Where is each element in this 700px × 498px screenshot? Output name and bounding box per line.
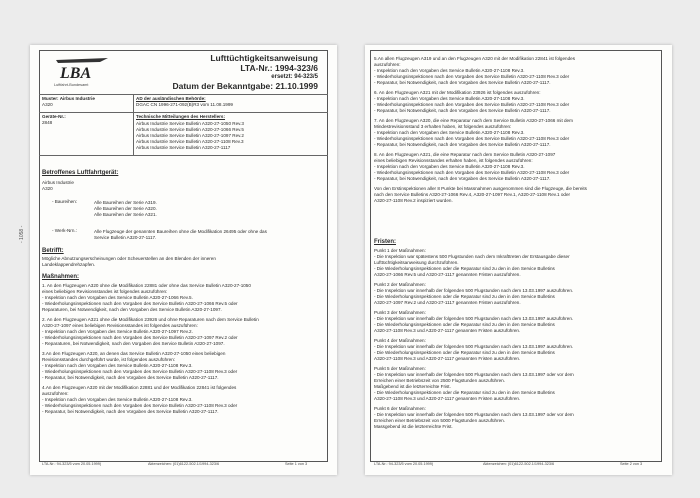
text-line: 1. An den Flugzeugen A320 ohne die Modifikation 22881 oder ohne das Service Bulletin A320-27-1050 [42,283,251,288]
replaces-number: ersetzt: 94-323/5 [271,74,318,80]
fristen-title: Fristen: [374,239,397,245]
text-line: - Die Wiederholungsinspektionen oder die Reparatur sind zu den in den Service Bulletins [374,390,555,395]
text-line: - Die Wiederholungsinspektionen oder die Reparatur sind zu den in den Service Bulletins [374,322,555,327]
text-line: Punkt 4 der Maßnahmen: [374,338,426,343]
massnahmen-title: Maßnahmen: [42,274,80,280]
tm-line: Airbus Industrie Service Bulletin A320-27-1066 Rev.5 [136,127,244,132]
muster-value: A320 [42,102,53,107]
tm-line: Airbus Industrie Service Bulletin A320-27-1097 Rev.2 [136,133,244,138]
fristen-text [374,248,574,430]
baureihen-label: - Baureihen: [52,199,78,204]
text-line: - Die Inspektion war innerhalb der folgenden 500 Flugstunden nach dem 13.03.1997 auszuführen. [374,288,574,293]
divider [39,112,328,113]
svg-text:LBA: LBA [60,65,92,82]
text-line: Maßgebend ist die letzterreichte Frist. [374,384,451,389]
tm-line: Airbus Industrie Service Bulletin A320-27-1108 Rev.3 [136,139,244,144]
betroffen-line: Airbus Industrie [42,180,74,185]
footer-reference: LTA-Nr.: 94-323/5 vom 20.05.1999) [42,462,102,466]
divider [133,94,134,155]
text-line: 2. An den Flugzeugen A321 ohne die Modifikation 23926 und ohne Reparaturen nach dem Service Bulletin [42,317,259,322]
lba-logo-icon [48,54,110,84]
margin-page-number: - 1058 - [19,225,25,243]
text-line: A320-27-1108 Rev.3 und A320-27-1117 genannten Fristen auszuführen. [374,356,521,361]
text-line: - Inspektion nach den Vorgaben des Service Bulletin A320-27-1108 Rev.3. [42,397,193,402]
publication-date: Datum der Bekanntgabe: 21.10.1999 [172,81,318,91]
text-line: - Reparatur, bei Notwendigkeit, nach den Vorgaben des Service Bulletin A320-27-1117. [42,409,219,414]
text-line: A320-27-1108 Rev.3 und A320-27-1117 genannten Fristen auszuführen. [374,328,521,333]
werk-label: - Werk-Nrn.: [52,228,77,233]
text-line: Massgebend ist die letzterreichte Frist. [374,424,453,429]
text-line: - Die Inspektion war innerhalb der folgenden 500 Flugstunden nach dem 13.03.1997 oder vor dem [374,372,574,377]
text-line: Punkt 5 der Maßnahmen: [374,366,426,371]
text-line: 7. An den Flugzeugen A320, die eine Reparatur nach dem Service Bulletin A320-27-1066 mit dem [374,118,573,123]
geraete-label: Geräte-Nr.: [42,114,66,119]
text-line: - Die Wiederholungsinspektionen oder die Reparatur sind zu den in den Service Bulletins [374,350,555,355]
baureihen-list [94,200,157,218]
text-line: A320-27-1097 eines beliebigen Revisionsstandes ist folgendes auszuführen: [42,323,198,328]
text-line: - Reparatur, bei Notwendigkeit, nach den Vorgaben des Service Bulletin A320-27-1117. [374,108,551,113]
text-line: Von den Erstinspektionen aller 8 Punkte bei Massnahmen ausgenommen sind die Flugzeuge, die bereits [374,186,587,191]
document-title: Lufttüchtigkeitsanweisung [210,53,318,63]
text-line: - Inspektion nach den Vorgaben des Service Bulletin A320-27-1097 Rev.2. [42,329,193,334]
betrifft-line: Mögliche Abnutzungserscheinungen oder Scheuerstellen an den Blenden der inneren [42,256,216,261]
werk-line: Alle Flugzeuge der genannten Baureihen ohne die Modifikation 26495 oder ohne das [94,229,267,234]
betrifft-line: Landeklappendrehzapfen. [42,262,96,267]
text-line: auszuführen: [374,62,401,67]
text-line: - Inspektion nach den Vorgaben des Service Bulletin A320-27-1066 Rev.5. [42,295,193,300]
muster-label: Muster: Airbus Industrie [42,96,95,101]
text-line: - Reparaturen, bei Notwendigkeit, nach den Vorgaben des Service Bulletin A320-27-1097. [42,341,225,346]
betrifft-title: Betrifft: [42,248,64,254]
text-line: - Inspektion nach den Vorgaben des Service Bulletin A320-27-1108 Rev.3. [374,68,525,73]
footer-page-number: Seite 1 von 3 [285,462,308,466]
text-line: Punkt 1 der Maßnahmen: [374,248,426,253]
text-line: - Reparatur, bei Notwendigkeit, nach den Vorgaben des Service Bulletin A320-27-1117. [42,375,219,380]
ad-label: AD der ausländischen Behörde: [136,96,206,101]
text-line: eines beliebigen Revisionsstandes erhalten haben, ist folgendes auszuführen: [374,158,533,163]
footer-aktenzeichen: Aktenzeichen: (01)6122-502.1/1994-323/6 [148,462,220,466]
text-line: - Inspektion nach den Vorgaben des Service Bulletin A320-27-1108 Rev.3. [42,363,193,368]
betrifft-text [42,256,216,268]
massnahmen-text [42,283,259,415]
text-line: Punkt 3 der Maßnahmen: [374,310,426,315]
divider [39,155,328,156]
text-line: A320-27-1097 Rev.2 und A320-27-1117 genannten Fristen auszuführen. [374,300,521,305]
text-line: - Wiederholungsinspektionen nach den Vorgaben des Service Bulletin A320-27-1108 Rev.3 oder [42,403,238,408]
footer-aktenzeichen: Aktenzeichen: (01)6122-502.1/1994-323/6 [483,462,555,466]
baureihen-line: Alle Baureihen der Serie A320. [94,206,157,211]
document-page-2 [365,45,672,475]
text-line: - Reparatur, bei Notwendigkeit, nach den Vorgaben des Service Bulletin A320-27-1117. [374,176,551,181]
text-line: - Reparatur, bei Notwendigkeit, nach den Vorgaben des Service Bulletin A320-27-1117. [374,142,551,147]
text-line: 8. An den Flugzeugen A321, die eine Reparatur nach dem Service Bulletin A320-27-1097 [374,152,556,157]
text-line: - Die Wiederholungsinspektionen oder die Reparatur sind zu den in den Service Bulletins [374,294,555,299]
text-line: Punkt 6 der Maßnahmen: [374,406,426,411]
text-line: 6. An den Flugzeugen A321 mit der Modifikation 23926 ist folgendes auszuführen: [374,90,541,95]
footer-page-number: Seite 2 von 3 [620,462,643,466]
text-line: - Wiederholungsinspektionen nach den Vorgaben des Service Bulletin A320-27-1108 Rev.3 oder [374,74,570,79]
text-line: Mindestrevisionsstand 3 erhalten haben, ist folgendes auszuführen: [374,124,512,129]
text-line: - Wiederholungsinspektionen nach den Vorgaben des Service Bulletin A320-27-1097 Rev.2 oder [42,335,238,340]
werk-line: Service Bulletin A320-27-1117. [94,235,157,240]
baureihen-line: Alle Baureihen der Serie A319. [94,200,157,205]
betroffen-title: Betroffenes Luftfahrtgerät: [42,170,119,176]
text-line: - Die Inspektion war spätestens 500 Flugstunden nach dem Inkrafttreten der Erstausgabe dieser [374,254,570,259]
text-line: Lufttüchtigkeitsanweisung durchzuführen. [374,260,459,265]
lta-number: LTA-Nr.: 1994-323/6 [240,63,318,73]
text-line: - Wiederholungsinspektionen nach den Vorgaben des Service Bulletin A320-27-1108 Rev.3 oder [42,369,238,374]
betroffen-line: A320 [42,186,53,191]
document-page-1 [30,45,337,475]
text-line: A320-27-1108 Rev.3 und A320-27-1117 genannten Fristen auszuführen. [374,396,521,401]
text-line: A320-27-1108 Rev.2 inspiziert wurden. [374,198,453,203]
logo-caption: Luftfahrt-Bundesamt [54,83,89,87]
tm-line: Airbus Industrie Service Bulletin A320-27-1117 [136,145,231,150]
text-line: - Inspektion nach den Vorgaben des Service Bulletin A320-27-1108 Rev.3. [374,164,525,169]
text-line: Erreichen einer Betriebszeit von 2500 Flugstunden auszuführen. [374,378,506,383]
baureihen-line: Alle Baureihen der Serie A321. [94,212,157,217]
text-line: - Die Wiederholungsinspektionen oder die Reparatur sind zu den in den Service Bulletins [374,266,555,271]
divider [39,94,328,95]
text-line: 3.An den Flugzeugen A320, an denen das Service Bulletin A320-27-1050 eines beliebigen [42,351,226,356]
werk-list [94,229,267,241]
text-line: - Wiederholungsinspektionen nach den Vorgaben des Service Bulletin A320-27-1108 Rev.3 oder [374,170,570,175]
footer-reference: LTA-Nr.: 94-323/5 vom 20.05.1999) [374,462,434,466]
text-line: - Reparatur, bei Notwendigkeit, nach den Vorgaben des Service Bulletin A320-27-1117. [374,80,551,85]
text-line: - Die Inspektion war innerhalb der folgenden 500 Flugstunden nach dem 13.03.1997 auszuführen. [374,344,574,349]
tm-list [136,121,244,151]
text-line: 4.An den Flugzeugen A320 mit der Modifikation 22881 und der Modifikation 22841 ist folgendes [42,385,237,390]
text-line: auszuführen: [42,391,69,396]
text-line: - Inspektion nach den Vorgaben des Service Bulletin A320-27-1108 Rev.3. [374,130,525,135]
massnahmen-continued [374,56,587,204]
tm-line: Airbus Industrie Service Bulletin A320-27-1050 Rev.3 [136,121,244,126]
text-line: eines beliebigen Revisionsstandes ist folgendes auszuführen: [42,289,168,294]
geraete-value: 2848 [42,120,53,125]
text-line: - Die Inspektion war innerhalb der folgenden 500 Flugstunden nach dem 13.03.1997 oder vor dem [374,412,574,417]
text-line: nach den Service Bulletins A320-27-1066 Rev.4, A320-27-1097 Rev.1, A320-27-1108 Rev.1 oder [374,192,571,197]
text-line: Erreichen einer Betriebszeit von 5000 Flugstunden auszuführen. [374,418,506,423]
text-line: - Die Inspektion war innerhalb der folgenden 500 Flugstunden nach dem 13.03.1997 auszuführen. [374,316,574,321]
text-line: - Inspektion nach den Vorgaben des Service Bulletin A320-27-1108 Rev.3. [374,96,525,101]
text-line: - Wiederholungsinspektionen nach den Vorgaben des Service Bulletin A320-27-1108 Rev.3 oder [374,102,570,107]
text-line: 5.An allen Flugzeugen A319 und an den Flugzeugen A320 mit der Modifikation 22841 ist folgendes [374,56,575,61]
text-line: A320-27-1066 Rev.5 und A320-27-1117 genannten Fristen auszuführen. [374,272,521,277]
text-line: Reparaturen, bei Notwendigkeit, nach den Vorgaben des Service Bulletin A320-27-1097. [42,307,222,312]
ad-value: DGAC CN 1996-271-092(B)R3 vom 11.08.1999 [136,102,233,107]
text-line: Punkt 2 der Maßnahmen: [374,282,426,287]
text-line: - Wiederholungsinspektionen nach den Vorgaben des Service Bulletin A320-27-1066 Rev.5 oder [42,301,238,306]
tm-label: Technische Mitteilungen des Herstellers: [136,114,226,119]
text-line: - Wiederholungsinspektionen nach den Vorgaben des Service Bulletin A320-27-1108 Rev.3 oder [374,136,570,141]
text-line: Revisionsstandes durchgeführt wurde, ist folgendes auszuführen: [42,357,176,362]
betroffen-list [42,180,74,192]
